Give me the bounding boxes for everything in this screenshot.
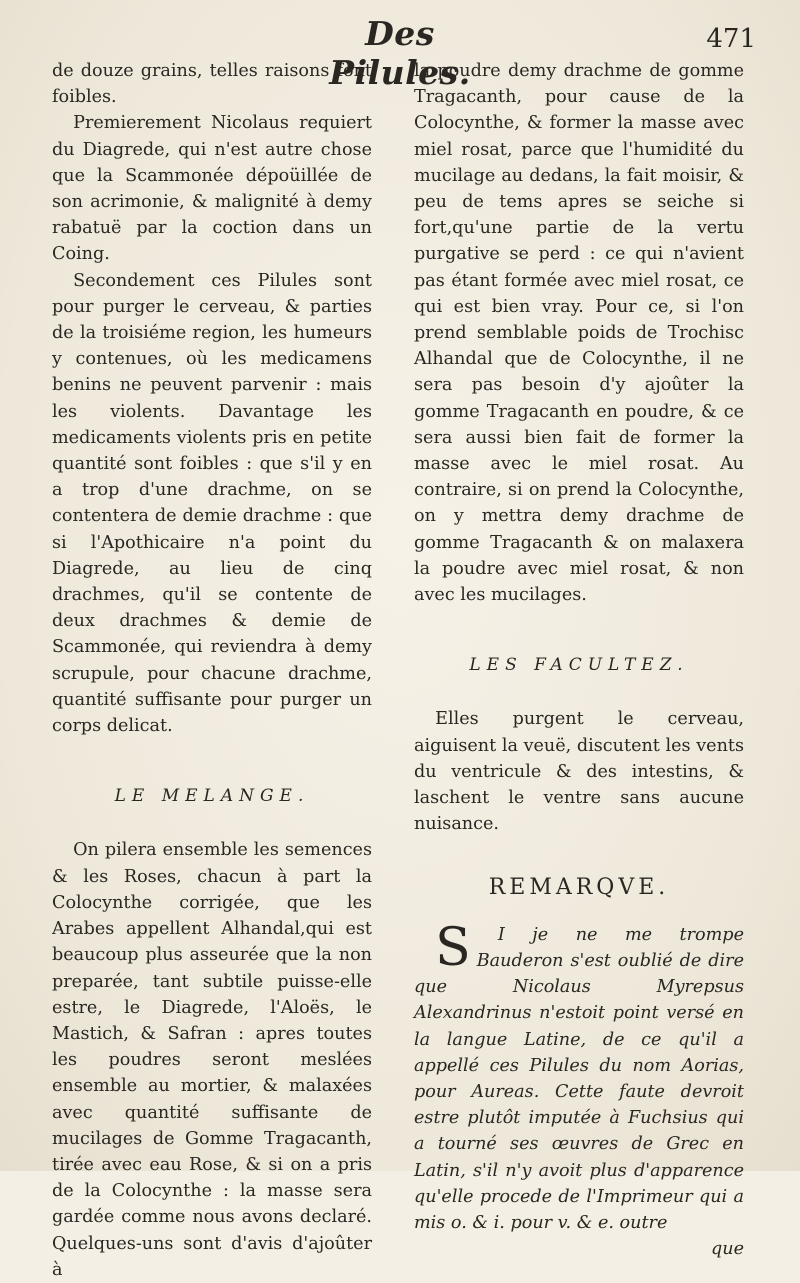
drop-cap: S (435, 917, 471, 978)
paragraph: Premierement Nicolaus requiert du Diagrede, qui n'est autre chose que la Scammonée dépoüillée de son acrimonie, & malignité à demy rabatuë par la coction dans un Coing. (52, 113, 372, 265)
section-heading: LES FACULTEZ. (469, 655, 689, 676)
remark-heading: REMARQVE. (488, 875, 670, 901)
section-heading: LE MELANGE. (114, 786, 310, 807)
paragraph: On pilera ensemble les semences & les Roses, chacun à part la Colocynthe corrigée, que les Arabes appellent Alhandal,qui est beaucoup plus asseurée que la non preparée, tant subtile puisse-elle estre, le Diagrede, l'Aloës, le Mastich, & Safran : apres toutes les poudres seront meslées ensemble au mortier, & malaxées avec quantité suffisante de mucilages de Gomme Tragacanth, tirée avec eau Rose, & si on a pris de la Colocynthe : la masse sera gardée comme nous avons declaré. Quelques-uns sont d'avis d'ajoûter à (52, 840, 372, 1280)
paragraph: Secondement ces Pilules sont pour purger le cerveau, & parties de la troisiéme region, les humeurs y contenues, où les medicamens benins ne peuvent parvenir : mais les violents. Davantage les medicaments violents pris en petite quantité sont foibles : que s'il y en a trop d'une drachme, on se contentera de demie drachme : que si l'Apothicaire n'a point du Diagrede, au lieu de cinq drachmes, qu'il se contente de deux drachmes & demie de Scammonée, qui reviendra à demy scrupule, pour chacune drachme, quantité suffisante pour purger un corps delicat. (52, 270, 372, 737)
catchword: que (710, 1239, 744, 1260)
paragraph: de douze grains, telles raisons font foibles. (52, 61, 372, 108)
remark-paragraph (414, 917, 744, 1236)
remark-text: I je ne me trompe Bauderon s'est oublié de dire que Nicolaus Myrepsus Alexandrinus n'estoit point versé en la langue Latine, de ce qu'il a appellé ces Pilules du nom Aorias, pour Aureas. Cette faute devroit estre plutôt imputée à Fuchsius qui a tourné ses œuvres de Grec en Latin, s'il n'y avoit plus d'apparence qu'elle procede de l'Imprimeur qui a mis o. & i. pour v. & e. outre (414, 924, 744, 1233)
right-column (414, 58, 744, 1262)
paragraph: Elles purgent le cerveau, aiguisent la veuë, discutent les vents du ventricule & des intestins, & laschent le ventre sans aucune nuisance. (414, 709, 744, 835)
page-number: 471 (706, 24, 756, 54)
paragraph: la poudre demy drachme de gomme Tragacanth, pour cause de la Colocynthe, & former la masse avec miel rosat, parce que l'humidité du mucilage au dedans, la fait moisir, & peu de tems apres se seiche si fort,qu'une partie de la vertu purgative se perd : ce qui n'avient pas étant formée avec miel rosat, ce qui est bien vray. Pour ce, si l'on prend semblable poids de Trochisc Alhandal que de Colocynthe, il ne sera pas besoin d'y ajoûter la gomme Tragacanth en poudre, & ce sera aussi bien fait de former la masse avec le miel rosat. Au contraire, si on prend la Colocynthe, on y mettra demy drachme de gomme Tragacanth & on malaxera la poudre avec miel rosat, & non avec les mucilages. (414, 61, 744, 606)
left-column (52, 58, 372, 1283)
page-title: Des Pilules. (329, 14, 471, 92)
